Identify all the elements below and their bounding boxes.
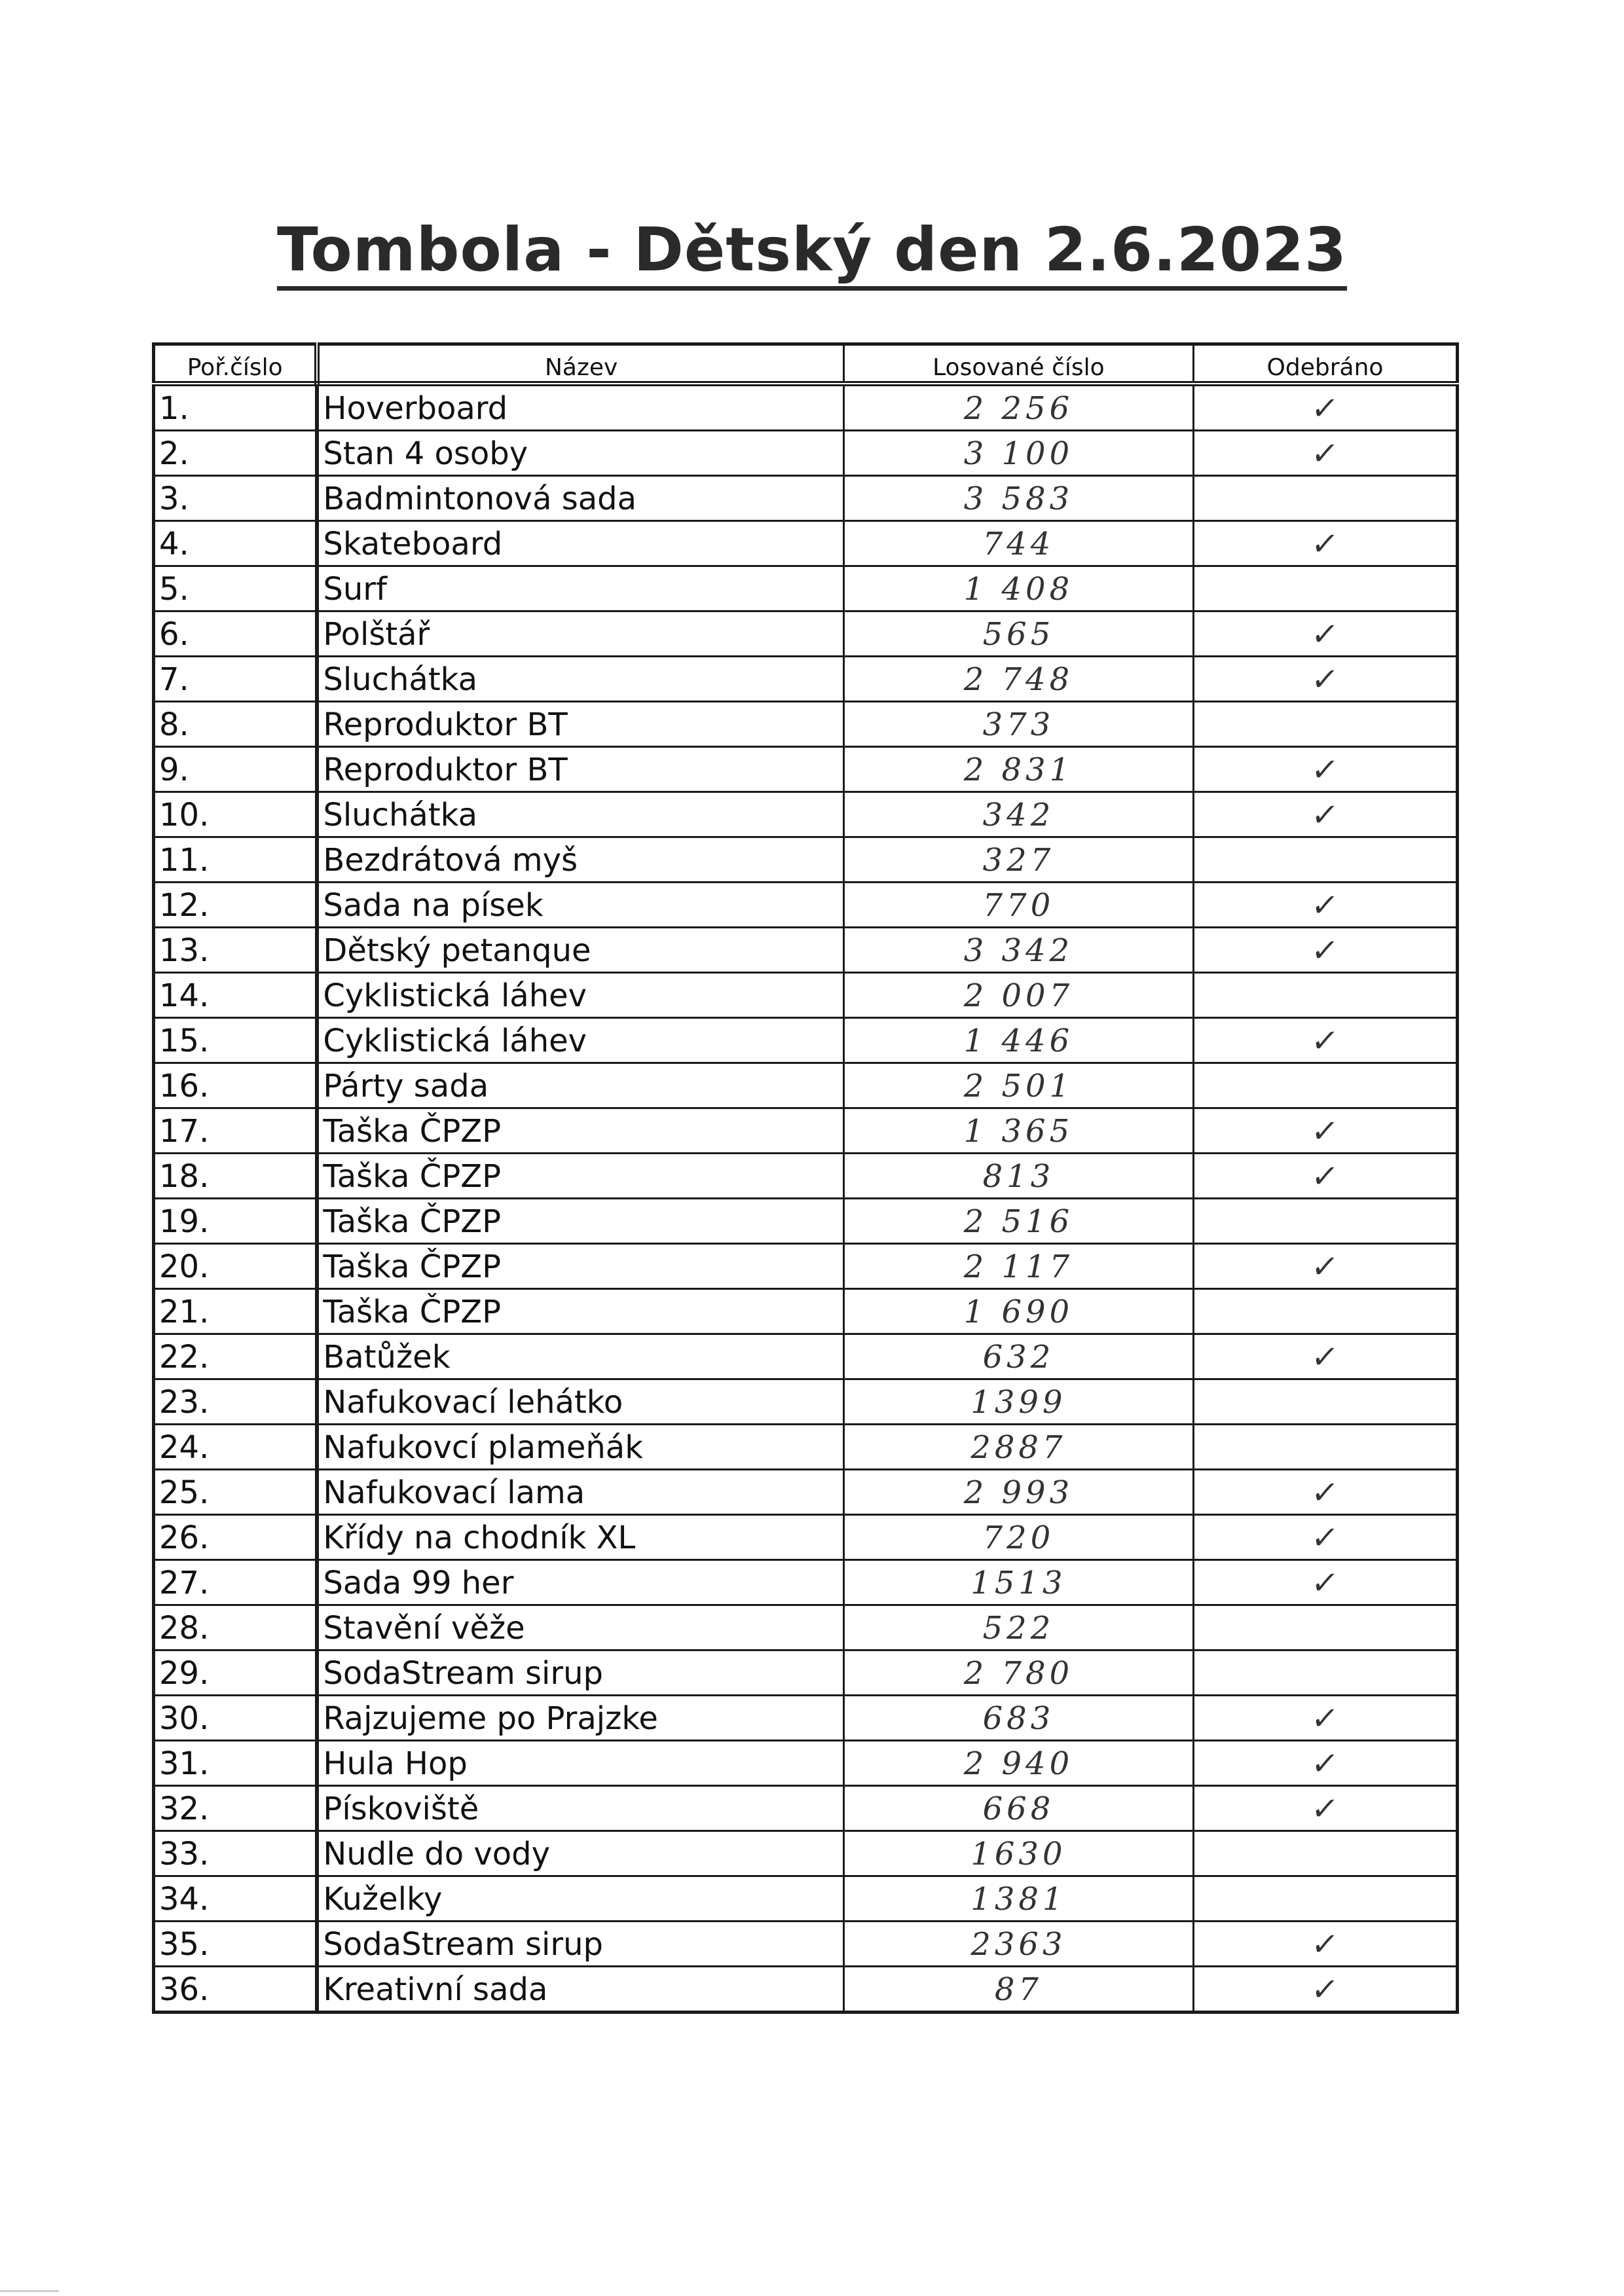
taken-status [1193, 1876, 1457, 1922]
row-number: 28. [154, 1605, 318, 1650]
prize-name: Reproduktor BT [317, 702, 843, 747]
check-mark-icon: ✓ [1309, 797, 1341, 833]
check-mark-icon: ✓ [1309, 1339, 1341, 1376]
drawn-number: 3 583 [843, 476, 1193, 521]
taken-status [1193, 1425, 1457, 1470]
prize-name: Taška ČPZP [317, 1244, 843, 1289]
drawn-number: 342 [843, 792, 1193, 837]
prize-name: Kreativní sada [317, 1967, 843, 2013]
row-number: 11. [154, 837, 318, 883]
row-number: 27. [154, 1560, 318, 1605]
drawn-number: 565 [843, 611, 1193, 657]
taken-status [1193, 1470, 1457, 1515]
taken-status [1193, 973, 1457, 1018]
drawn-number: 632 [843, 1334, 1193, 1379]
prize-table [152, 342, 1459, 2014]
prize-name: Sluchátka [317, 657, 843, 702]
prize-name: Surf [317, 566, 843, 611]
taken-status [1193, 1108, 1457, 1154]
taken-status [1193, 883, 1457, 928]
drawn-number: 2887 [843, 1425, 1193, 1470]
prize-name: Hoverboard [317, 384, 843, 431]
drawn-number: 1 690 [843, 1289, 1193, 1334]
check-mark-icon: ✓ [1309, 616, 1341, 653]
header-name: Název [317, 344, 843, 384]
drawn-number: 2 748 [843, 657, 1193, 702]
taken-status [1193, 476, 1457, 521]
prize-name: Nafukovcí plameňák [317, 1425, 843, 1470]
check-mark-icon: ✓ [1309, 1745, 1341, 1782]
drawn-number: 2 940 [843, 1741, 1193, 1786]
row-number: 7. [154, 657, 318, 702]
row-number: 35. [154, 1922, 318, 1967]
taken-status [1193, 1515, 1457, 1560]
row-number: 19. [154, 1199, 318, 1244]
taken-status [1193, 1379, 1457, 1425]
table-row [154, 1515, 1458, 1560]
check-mark-icon: ✓ [1309, 932, 1341, 969]
row-number: 31. [154, 1741, 318, 1786]
taken-status [1193, 657, 1457, 702]
row-number: 33. [154, 1831, 318, 1876]
row-number: 22. [154, 1334, 318, 1379]
table-row [154, 1108, 1458, 1154]
drawn-number: 1 446 [843, 1018, 1193, 1063]
table-row [154, 1154, 1458, 1199]
prize-name: Hula Hop [317, 1741, 843, 1786]
drawn-number: 2 780 [843, 1650, 1193, 1696]
check-mark-icon: ✓ [1309, 1565, 1341, 1601]
check-mark-icon: ✓ [1309, 390, 1341, 427]
taken-status [1193, 384, 1457, 431]
row-number: 20. [154, 1244, 318, 1289]
taken-status [1193, 1018, 1457, 1063]
row-number: 4. [154, 521, 318, 566]
check-mark-icon: ✓ [1309, 752, 1341, 788]
prize-name: Kuželky [317, 1876, 843, 1922]
taken-status [1193, 1605, 1457, 1650]
prize-name: Nafukovací lama [317, 1470, 843, 1515]
table-row [154, 657, 1458, 702]
row-number: 23. [154, 1379, 318, 1425]
check-mark-icon: ✓ [1309, 1474, 1341, 1511]
drawn-number: 1399 [843, 1379, 1193, 1425]
drawn-number: 1 408 [843, 566, 1193, 611]
table-row [154, 1786, 1458, 1831]
header-number: Poř.číslo [154, 344, 318, 384]
taken-status [1193, 1199, 1457, 1244]
check-mark-icon: ✓ [1309, 526, 1341, 562]
row-number: 32. [154, 1786, 318, 1831]
table-row [154, 837, 1458, 883]
prize-name: Taška ČPZP [317, 1108, 843, 1154]
check-mark-icon: ✓ [1309, 1520, 1341, 1556]
table-row [154, 1289, 1458, 1334]
row-number: 17. [154, 1108, 318, 1154]
table-row [154, 566, 1458, 611]
prize-name: Párty sada [317, 1063, 843, 1108]
prize-name: Reproduktor BT [317, 747, 843, 792]
table-row [154, 1018, 1458, 1063]
row-number: 30. [154, 1696, 318, 1741]
drawn-number: 522 [843, 1605, 1193, 1650]
check-mark-icon: ✓ [1309, 435, 1341, 472]
prize-name: Sada 99 her [317, 1560, 843, 1605]
table-row [154, 1831, 1458, 1876]
prize-name: Polštář [317, 611, 843, 657]
table-row [154, 476, 1458, 521]
table-row [154, 702, 1458, 747]
taken-status [1193, 1244, 1457, 1289]
taken-status [1193, 521, 1457, 566]
drawn-number: 744 [843, 521, 1193, 566]
check-mark-icon: ✓ [1309, 1113, 1341, 1150]
taken-status [1193, 1696, 1457, 1741]
table-row [154, 973, 1458, 1018]
table-row [154, 1425, 1458, 1470]
table-row [154, 1922, 1458, 1967]
prize-name: Pískoviště [317, 1786, 843, 1831]
row-number: 12. [154, 883, 318, 928]
table-row [154, 521, 1458, 566]
table-row [154, 1199, 1458, 1244]
drawn-number: 2 501 [843, 1063, 1193, 1108]
header-drawn-number: Losované číslo [843, 344, 1193, 384]
page-title-text: Tombola - Dětský den 2.6.2023 [277, 215, 1347, 291]
table-row [154, 1063, 1458, 1108]
drawn-number: 668 [843, 1786, 1193, 1831]
taken-status [1193, 566, 1457, 611]
taken-status [1193, 702, 1457, 747]
row-number: 14. [154, 973, 318, 1018]
table-row [154, 1470, 1458, 1515]
table-row [154, 1379, 1458, 1425]
taken-status [1193, 1786, 1457, 1831]
taken-status [1193, 1741, 1457, 1786]
prize-name: Taška ČPZP [317, 1289, 843, 1334]
table-row [154, 1741, 1458, 1786]
taken-status [1193, 611, 1457, 657]
drawn-number: 3 100 [843, 431, 1193, 476]
check-mark-icon: ✓ [1309, 1971, 1341, 2008]
prize-name: Nafukovací lehátko [317, 1379, 843, 1425]
check-mark-icon: ✓ [1309, 1926, 1341, 1963]
drawn-number: 87 [843, 1967, 1193, 2013]
table-row [154, 792, 1458, 837]
check-mark-icon: ✓ [1309, 1700, 1341, 1737]
prize-name: Cyklistická láhev [317, 1018, 843, 1063]
scan-edge-mark [0, 2290, 59, 2292]
prize-name: Stavění věže [317, 1605, 843, 1650]
row-number: 8. [154, 702, 318, 747]
prize-name: Skateboard [317, 521, 843, 566]
prize-name: Sluchátka [317, 792, 843, 837]
drawn-number: 2 117 [843, 1244, 1193, 1289]
drawn-number: 1630 [843, 1831, 1193, 1876]
row-number: 25. [154, 1470, 318, 1515]
drawn-number: 2 831 [843, 747, 1193, 792]
taken-status [1193, 1831, 1457, 1876]
row-number: 15. [154, 1018, 318, 1063]
check-mark-icon: ✓ [1309, 1248, 1341, 1285]
check-mark-icon: ✓ [1309, 1791, 1341, 1827]
taken-status [1193, 747, 1457, 792]
prize-name: Batůžek [317, 1334, 843, 1379]
prize-name: Cyklistická láhev [317, 973, 843, 1018]
header-taken: Odebráno [1193, 344, 1457, 384]
taken-status [1193, 1650, 1457, 1696]
table-row [154, 611, 1458, 657]
table-row [154, 747, 1458, 792]
taken-status [1193, 1289, 1457, 1334]
table-body [154, 384, 1458, 2013]
row-number: 24. [154, 1425, 318, 1470]
row-number: 16. [154, 1063, 318, 1108]
page-title [0, 211, 1624, 289]
row-number: 29. [154, 1650, 318, 1696]
table-row [154, 1334, 1458, 1379]
drawn-number: 1381 [843, 1876, 1193, 1922]
taken-status [1193, 1922, 1457, 1967]
row-number: 18. [154, 1154, 318, 1199]
row-number: 34. [154, 1876, 318, 1922]
taken-status [1193, 928, 1457, 973]
drawn-number: 2 993 [843, 1470, 1193, 1515]
taken-status [1193, 1063, 1457, 1108]
drawn-number: 1513 [843, 1560, 1193, 1605]
check-mark-icon: ✓ [1309, 887, 1341, 924]
row-number: 9. [154, 747, 318, 792]
taken-status [1193, 431, 1457, 476]
taken-status [1193, 1560, 1457, 1605]
table-row [154, 1696, 1458, 1741]
taken-status [1193, 1154, 1457, 1199]
table-row [154, 1876, 1458, 1922]
row-number: 1. [154, 384, 318, 431]
row-number: 3. [154, 476, 318, 521]
row-number: 21. [154, 1289, 318, 1334]
drawn-number: 373 [843, 702, 1193, 747]
prize-name: SodaStream sirup [317, 1650, 843, 1696]
drawn-number: 720 [843, 1515, 1193, 1560]
table-row [154, 431, 1458, 476]
table-header-row [154, 344, 1458, 384]
drawn-number: 770 [843, 883, 1193, 928]
row-number: 10. [154, 792, 318, 837]
prize-name: Stan 4 osoby [317, 431, 843, 476]
drawn-number: 327 [843, 837, 1193, 883]
table-row [154, 928, 1458, 973]
table-row [154, 1650, 1458, 1696]
prize-name: Nudle do vody [317, 1831, 843, 1876]
prize-name: Taška ČPZP [317, 1199, 843, 1244]
drawn-number: 683 [843, 1696, 1193, 1741]
taken-status [1193, 837, 1457, 883]
prize-name: Bezdrátová myš [317, 837, 843, 883]
table-row [154, 1967, 1458, 2013]
taken-status [1193, 1334, 1457, 1379]
prize-name: Badmintonová sada [317, 476, 843, 521]
row-number: 2. [154, 431, 318, 476]
table-row [154, 1560, 1458, 1605]
row-number: 6. [154, 611, 318, 657]
prize-name: Rajzujeme po Prajzke [317, 1696, 843, 1741]
row-number: 13. [154, 928, 318, 973]
drawn-number: 813 [843, 1154, 1193, 1199]
table-row [154, 883, 1458, 928]
prize-name: Sada na písek [317, 883, 843, 928]
taken-status [1193, 792, 1457, 837]
drawn-number: 2363 [843, 1922, 1193, 1967]
row-number: 26. [154, 1515, 318, 1560]
drawn-number: 1 365 [843, 1108, 1193, 1154]
table-row [154, 1244, 1458, 1289]
prize-name: Dětský petanque [317, 928, 843, 973]
prize-name: Taška ČPZP [317, 1154, 843, 1199]
drawn-number: 2 256 [843, 384, 1193, 431]
taken-status [1193, 1967, 1457, 2013]
check-mark-icon: ✓ [1309, 1158, 1341, 1195]
prize-name: Křídy na chodník XL [317, 1515, 843, 1560]
table-row [154, 1605, 1458, 1650]
drawn-number: 2 007 [843, 973, 1193, 1018]
check-mark-icon: ✓ [1309, 661, 1341, 698]
row-number: 5. [154, 566, 318, 611]
drawn-number: 2 516 [843, 1199, 1193, 1244]
row-number: 36. [154, 1967, 318, 2013]
drawn-number: 3 342 [843, 928, 1193, 973]
table-row [154, 384, 1458, 431]
check-mark-icon: ✓ [1309, 1023, 1341, 1059]
prize-name: SodaStream sirup [317, 1922, 843, 1967]
